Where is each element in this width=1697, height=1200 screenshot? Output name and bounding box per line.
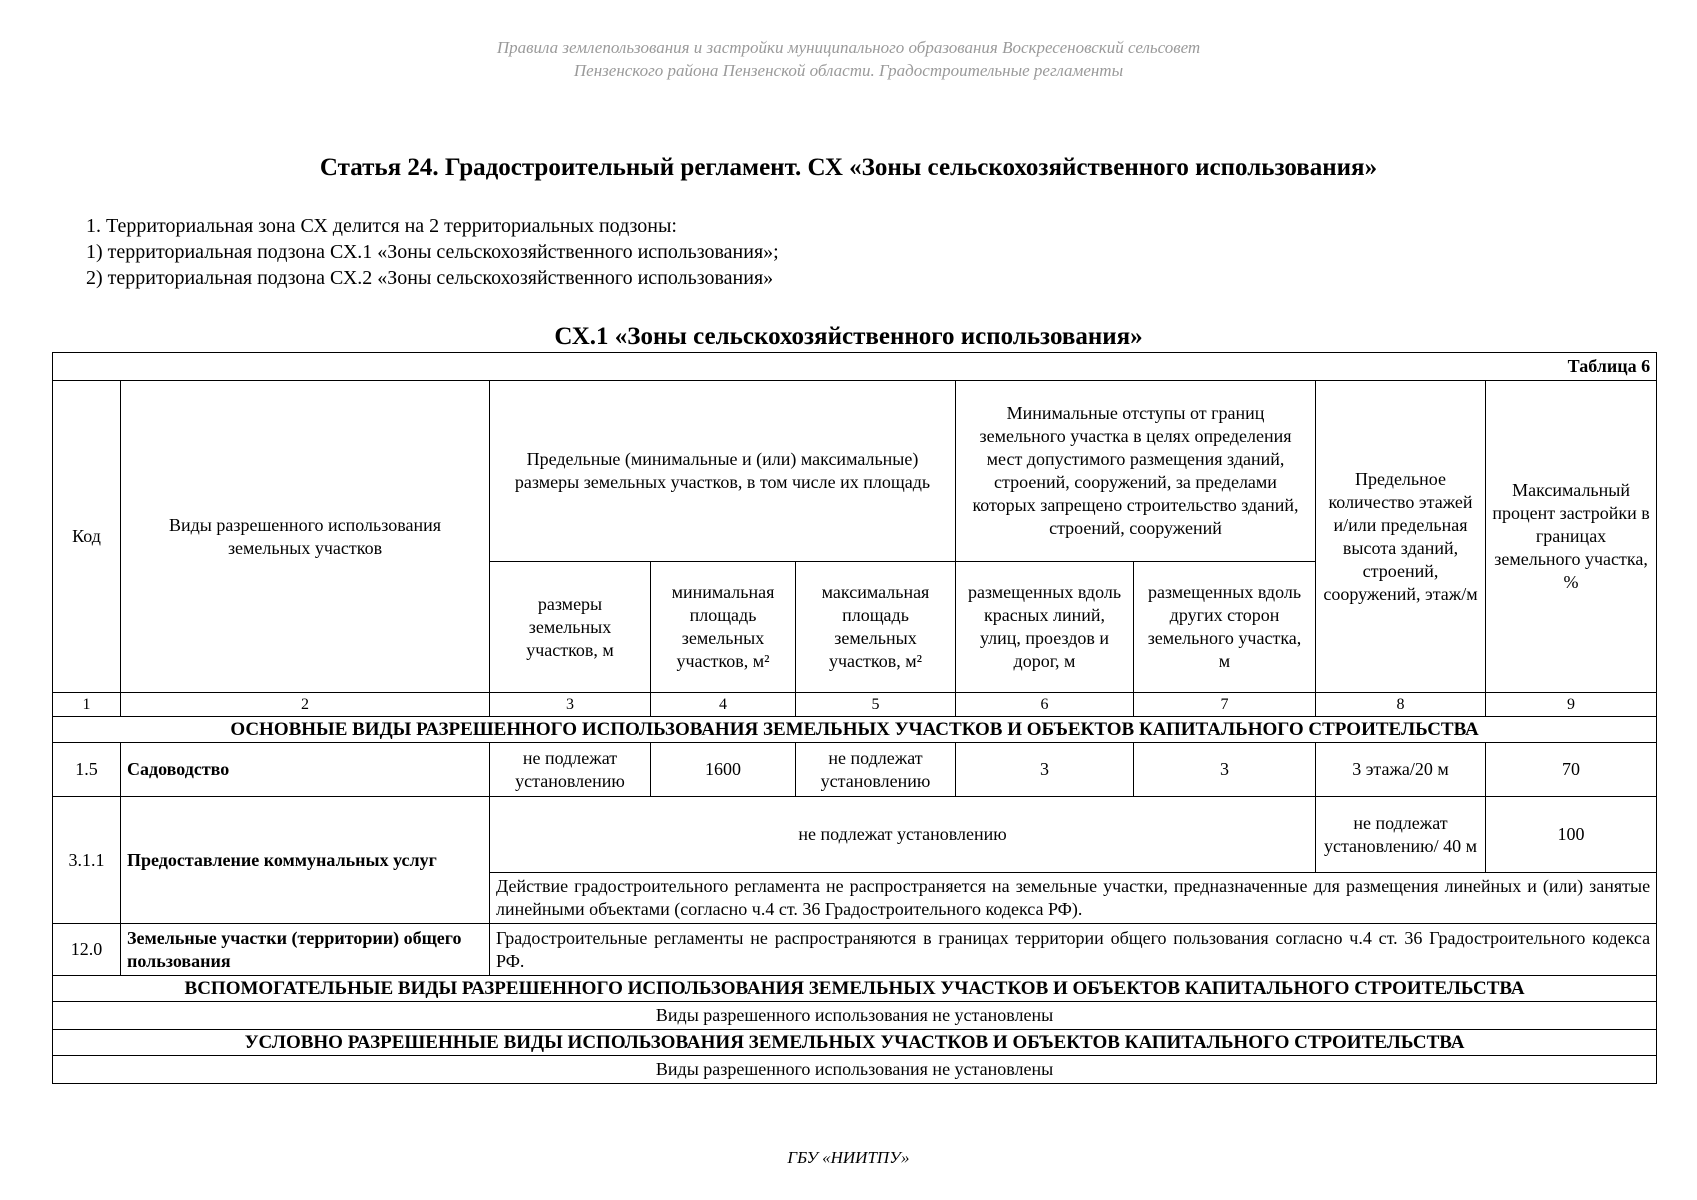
- row-code: 12.0: [53, 924, 121, 976]
- article-title: Статья 24. Градостроительный регламент. СХ «Зоны сельскохозяйственного использования»: [319, 154, 1378, 181]
- column-number: 2: [121, 693, 490, 717]
- column-number: 1: [53, 693, 121, 717]
- section-auxiliary-uses: ВСПОМОГАТЕЛЬНЫЕ ВИДЫ РАЗРЕШЕННОГО ИСПОЛЬЗОВАНИЯ ЗЕМЕЛЬНЫХ УЧАСТКОВ И ОБЪЕКТОВ КАПИТАЛЬНОГО СТРОИТЕЛЬСТВА: [53, 976, 1657, 1002]
- row-coverage: 100: [1486, 797, 1657, 873]
- row-setback-other: 3: [1134, 743, 1316, 797]
- row-use-name: Предоставление коммунальных услуг: [121, 797, 490, 924]
- column-number: 4: [651, 693, 796, 717]
- row-note: Действие градостроительного регламента не распространяется на земельные участки, предназначенные для размещения линейных и (или) занятые линейными объектами (согласно ч.4 ст. 36 Градостроительного кодекса РФ).: [490, 873, 1657, 924]
- column-number: 8: [1316, 693, 1486, 717]
- section-main-uses: ОСНОВНЫЕ ВИДЫ РАЗРЕШЕННОГО ИСПОЛЬЗОВАНИЯ ЗЕМЕЛЬНЫХ УЧАСТКОВ И ОБЪЕКТОВ КАПИТАЛЬНОГО СТРОИТЕЛЬСТВА: [53, 717, 1657, 743]
- table-row-1-5: [53, 743, 1657, 797]
- header-setbacks: Минимальные отступы от границ земельного участка в целях определения мест допустимого размещения зданий, строений, сооружений, за пределами которых запрещено строительство зданий, строений, сооружений: [956, 381, 1316, 562]
- auxiliary-uses-text: Виды разрешенного использования не установлены: [53, 1002, 1657, 1030]
- regulation-table: [52, 352, 1657, 1084]
- column-number: 7: [1134, 693, 1316, 717]
- conditional-uses-text: Виды разрешенного использования не установлены: [53, 1056, 1657, 1084]
- row-setback-red: 3: [956, 743, 1134, 797]
- header-floors: Предельное количество этажей и/или предельная высота зданий, строений, сооружений, этаж/м: [1316, 381, 1486, 693]
- row-use-name: Земельные участки (территории) общего пользования: [121, 924, 490, 976]
- subzone-title: СХ.1 «Зоны сельскохозяйственного использования»: [554, 323, 1143, 350]
- running-header-line-2: Пензенского района Пензенской области. Градостроительные регламенты: [573, 61, 1124, 80]
- intro-paragraph: [86, 213, 779, 291]
- column-number: 3: [490, 693, 651, 717]
- row-floors: 3 этажа/20 м: [1316, 743, 1486, 797]
- row-floors: не подлежат установлению/ 40 м: [1316, 797, 1486, 873]
- header-plot-size: размеры земельных участков, м: [490, 562, 651, 693]
- row-code: 1.5: [53, 743, 121, 797]
- table-row-12-0: [53, 924, 1657, 976]
- header-min-area: минимальная площадь земельных участков, м²: [651, 562, 796, 693]
- row-code: 3.1.1: [53, 797, 121, 924]
- column-number: 9: [1486, 693, 1657, 717]
- section-conditional-uses: УСЛОВНО РАЗРЕШЕННЫЕ ВИДЫ ИСПОЛЬЗОВАНИЯ ЗЕМЕЛЬНЫХ УЧАСТКОВ И ОБЪЕКТОВ КАПИТАЛЬНОГО СТРОИТЕЛЬСТВА: [53, 1030, 1657, 1056]
- header-coverage: Максимальный процент застройки в границах земельного участка, %: [1486, 381, 1657, 693]
- column-number: 6: [956, 693, 1134, 717]
- running-header: [0, 36, 1697, 82]
- page-footer: ГБУ «НИИТПУ»: [787, 1148, 910, 1167]
- row-plot-size: не подлежат установлению: [490, 743, 651, 797]
- header-max-area: максимальная площадь земельных участков, м²: [796, 562, 956, 693]
- header-setback-red-lines: размещенных вдоль красных линий, улиц, проездов и дорог, м: [956, 562, 1134, 693]
- intro-line: 1. Территориальная зона СХ делится на 2 территориальных подзоны:: [86, 215, 677, 237]
- row-merged-value: не подлежат установлению: [490, 797, 1316, 873]
- table-row-3-1-1: [53, 797, 1657, 873]
- header-plot-limits: Предельные (минимальные и (или) максимальные) размеры земельных участков, в том числе их площадь: [490, 381, 956, 562]
- intro-line: 1) территориальная подзона СХ.1 «Зоны сельскохозяйственного использования»;: [86, 241, 779, 263]
- table-caption: Таблица 6: [53, 353, 1657, 381]
- intro-line: 2) территориальная подзона СХ.2 «Зоны сельскохозяйственного использования»: [86, 267, 774, 289]
- column-number: 5: [796, 693, 956, 717]
- column-numbers-row: [53, 693, 1657, 717]
- header-use-types: Виды разрешенного использования земельных участков: [121, 381, 490, 693]
- row-coverage: 70: [1486, 743, 1657, 797]
- header-setback-other-sides: размещенных вдоль других сторон земельного участка, м: [1134, 562, 1316, 693]
- row-min-area: 1600: [651, 743, 796, 797]
- row-max-area: не подлежат установлению: [796, 743, 956, 797]
- running-header-line-1: Правила землепользования и застройки муниципального образования Воскресеновский сельсовет: [496, 38, 1201, 57]
- row-note: Градостроительные регламенты не распространяются в границах территории общего пользования согласно ч.4 ст. 36 Градостроительного кодекса РФ.: [490, 924, 1657, 976]
- row-use-name: Садоводство: [121, 743, 490, 797]
- header-code: Код: [53, 381, 121, 693]
